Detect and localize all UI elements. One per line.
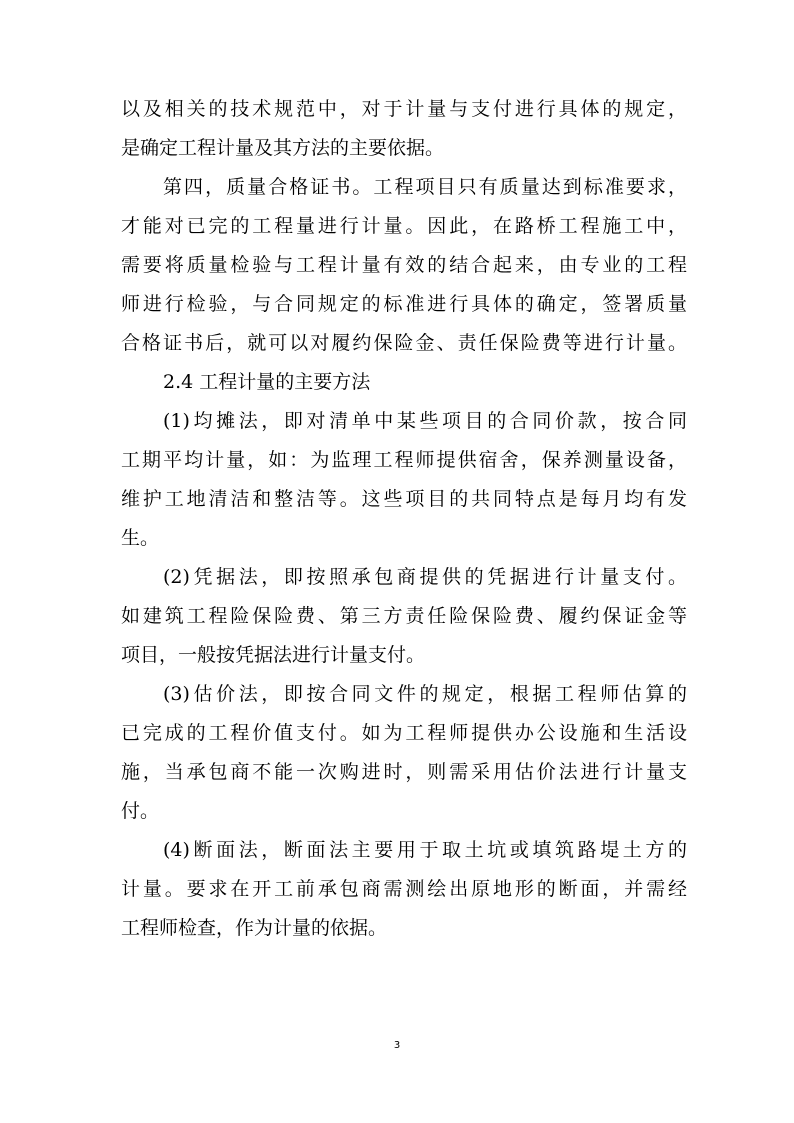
body-text <box>121 96 687 954</box>
text-line: 以及相关的技术规范中，对于计量与支付进行具体的规定， <box>121 98 687 120</box>
paragraph-first-line: (3)估价法，即按合同文件的规定，根据工程师估算的 <box>163 683 687 705</box>
section-heading: 2.4 工程计量的主要方法 <box>163 371 371 393</box>
text-line: 才能对已完的工程量进行计量。因此，在路桥工程施工中， <box>121 215 687 237</box>
text-line: 师进行检验，与合同规定的标准进行具体的确定，签署质量 <box>121 293 687 315</box>
text-line: 施，当承包商不能一次购进时，则需采用估价法进行计量支 <box>121 761 687 783</box>
text-line: 工程师检查，作为计量的依据。 <box>121 917 388 939</box>
text-line: 已完成的工程价值支付。如为工程师提供办公设施和生活设 <box>121 722 687 744</box>
text-line: 如建筑工程险保险费、第三方责任险保险费、履约保证金等 <box>121 605 687 627</box>
text-line: 是确定工程计量及其方法的主要依据。 <box>121 137 445 159</box>
text-line: 工期平均计量，如：为监理工程师提供宿舍，保养测量设备， <box>121 449 687 471</box>
text-line: 维护工地清洁和整洁等。这些项目的共同特点是每月均有发 <box>121 488 687 510</box>
text-line: 合格证书后，就可以对履约保险金、责任保险费等进行计量。 <box>121 332 687 354</box>
paragraph-first-line: (4)断面法，断面法主要用于取土坑或填筑路堤土方的 <box>163 839 687 861</box>
text-line: 项目，一般按凭据法进行计量支付。 <box>121 644 426 666</box>
text-line: 生。 <box>121 527 160 549</box>
paragraph-first-line: 第四，质量合格证书。工程项目只有质量达到标准要求， <box>163 176 687 198</box>
text-line: 付。 <box>121 800 160 822</box>
text-line: 计量。要求在开工前承包商需测绘出原地形的断面，并需经 <box>121 878 687 900</box>
paragraph-first-line: (1)均摊法，即对清单中某些项目的合同价款，按合同 <box>163 410 687 432</box>
paragraph-first-line: (2)凭据法，即按照承包商提供的凭据进行计量支付。 <box>163 566 687 588</box>
text-line: 需要将质量检验与工程计量有效的结合起来，由专业的工程 <box>121 254 687 276</box>
page-number: 3 <box>393 1040 401 1051</box>
